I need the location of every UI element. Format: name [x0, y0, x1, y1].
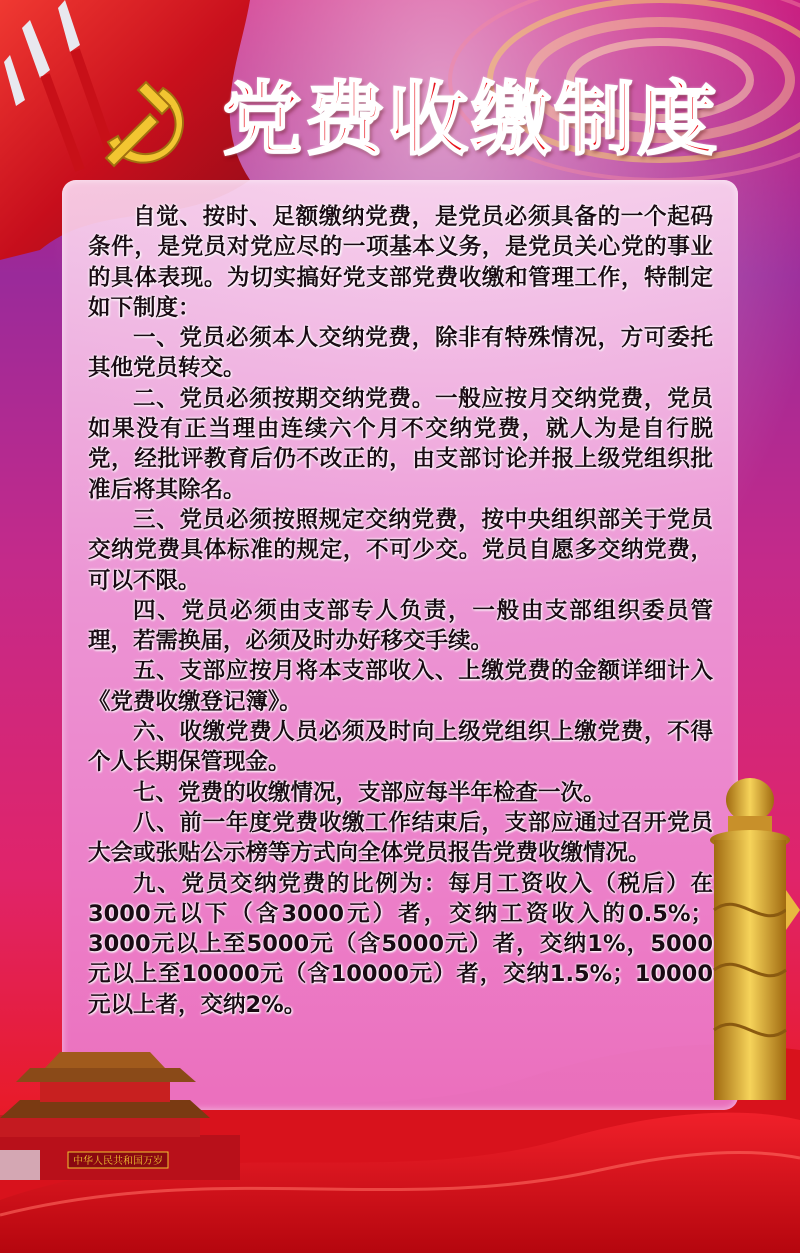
rule-2: 二、党员必须按期交纳党费。一般应按月交纳党费，党员如果没有正当理由连续六个月不交纳党费，就人为是自行脱党，经批评教育后仍不改正的，由支部讨论并报上级党组织批准后将其除名。 — [88, 385, 713, 503]
plaque-text: 中华人民共和国万岁 — [73, 1156, 163, 1167]
tiananmen-gate-icon — [0, 1040, 240, 1180]
rule-1: 一、党员必须本人交纳党费，除非有特殊情况，方可委托其他党员转交。 — [88, 325, 713, 382]
rule-4: 四、党员必须由支部专人负责，一般由支部组织委员管理，若需换届，必须及时办好移交手续。 — [88, 597, 713, 655]
rule-7: 七、党费的收缴情况，支部应每半年检查一次。 — [133, 779, 606, 806]
huabiao-column-icon — [700, 770, 800, 1100]
intro-paragraph: 自觉、按时、足额缴纳党费，是党员必须具备的一个起码条件，是党员对党应尽的一项基本义务，是党员关心党的事业的具体表现。为切实搞好党支部党费收缴和管理工作，特制定如下制度： — [88, 204, 713, 321]
hammer-sickle-icon — [88, 70, 198, 180]
rule-9: 九、党员交纳党费的比例为：每月工资收入（税后）在3000元以下（含3000元）者，交纳工资收入的0.5%；3000元以上至5000元（含5000元）者，交纳1%，5000元以上至10000元（含10000元）者，交纳1.5%；10000元以上者，交纳2%。 — [88, 870, 713, 1018]
page-title: 党费收缴制度 — [222, 73, 720, 166]
rule-3: 三、党员必须按照规定交纳党费，按中央组织部关于党员交纳党费具体标准的规定，不可少交。党员自愿多交纳党费，可以不限。 — [88, 506, 713, 594]
rule-8: 八、前一年度党费收缴工作结束后，支部应通过召开党员大会或张贴公示榜等方式向全体党员报告党费收缴情况。 — [88, 809, 713, 867]
regulation-text — [88, 202, 713, 1020]
rule-6: 六、收缴党费人员必须及时向上级党组织上缴党费，不得个人长期保管现金。 — [88, 719, 713, 776]
rule-5: 五、支部应按月将本支部收入、上缴党费的金额详细计入《党费收缴登记簿》。 — [88, 658, 713, 715]
